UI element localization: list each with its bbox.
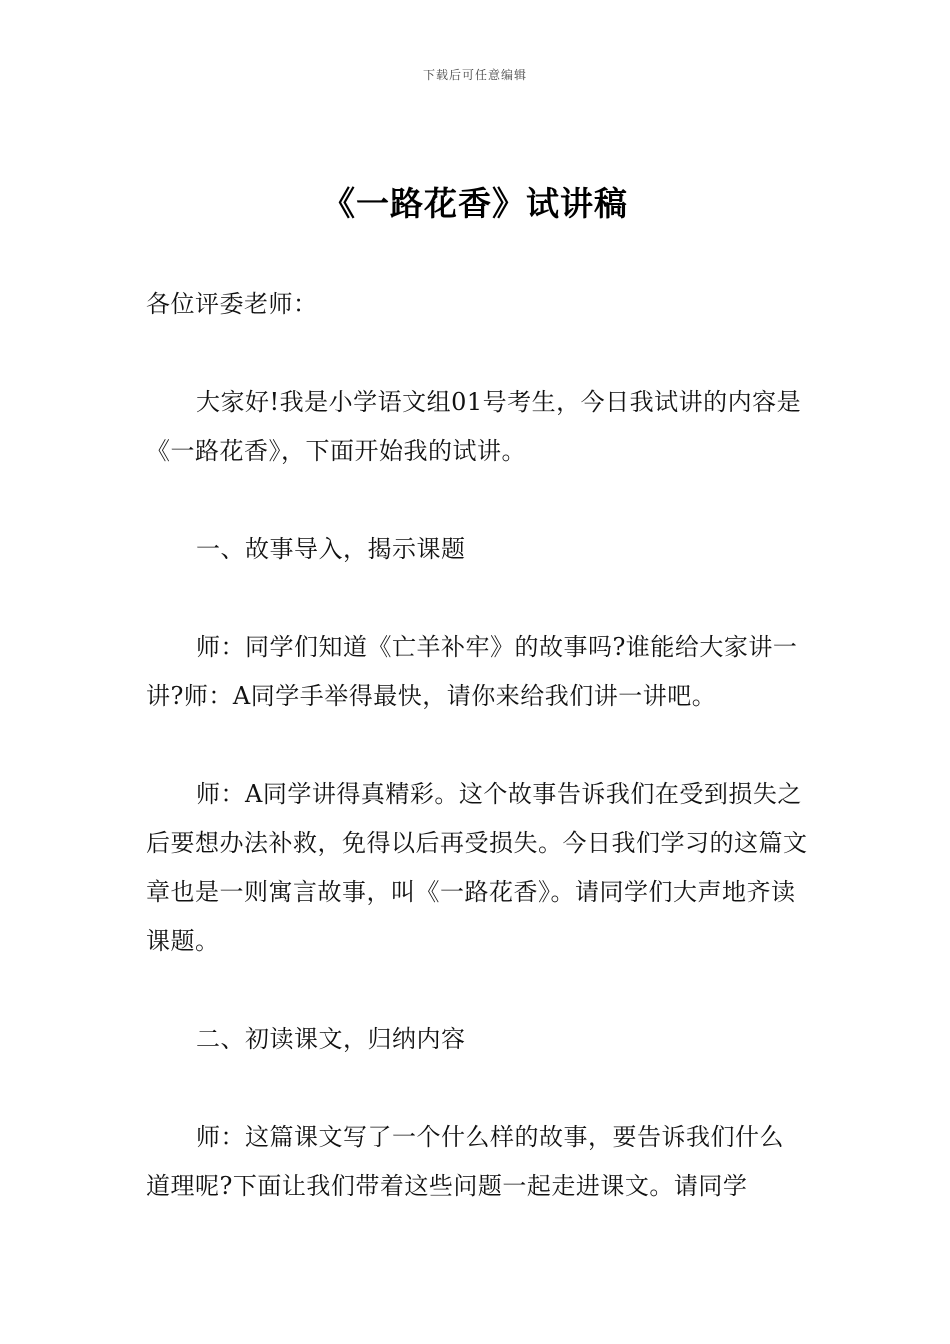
- section-heading-1: 一、故事导入，揭示课题: [196, 535, 466, 563]
- paragraph-intro: 大家好!我是小学语文组01号考生，今日我试讲的内容是《一路花香》，下面开始我的试讲。: [146, 388, 802, 465]
- paragraph-reading: 师：这篇课文写了一个什么样的故事，要告诉我们什么道理呢?下面让我们带着这些问题一起走进课文。请同学: [146, 1123, 784, 1200]
- paragraph-story-question: 师：同学们知道《亡羊补牢》的故事吗?谁能给大家讲一讲?师：A同学手举得最快，请你来给我们讲一讲吧。: [146, 633, 798, 710]
- header-note: 下载后可任意编辑: [422, 68, 527, 82]
- document-title: 《一路花香》试讲稿: [322, 184, 628, 223]
- document-body: [146, 280, 808, 1211]
- section-heading-2: 二、初读课文，归纳内容: [196, 1025, 466, 1053]
- salutation: 各位评委老师：: [146, 290, 318, 318]
- paragraph-story-summary: 师：A同学讲得真精彩。这个故事告诉我们在受到损失之后要想办法补救，免得以后再受损失。今日我们学习的这篇文章也是一则寓言故事，叫《一路花香》。请同学们大声地齐读课题。: [146, 780, 808, 955]
